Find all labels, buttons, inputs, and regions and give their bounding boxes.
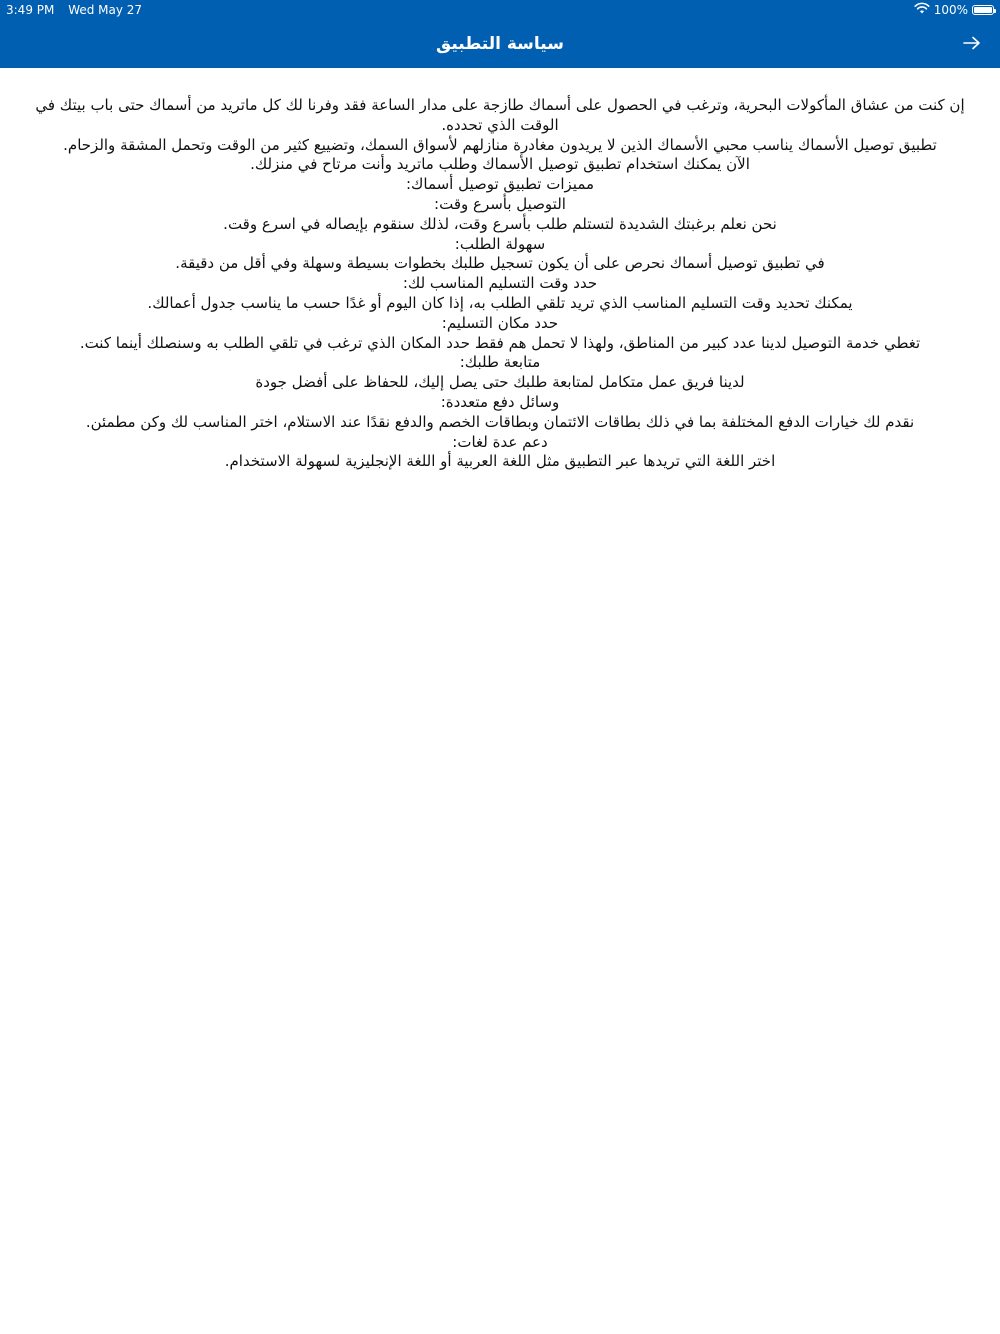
status-right bbox=[914, 0, 994, 20]
status-left bbox=[6, 0, 142, 20]
policy-line: يمكنك تحديد وقت التسليم المناسب الذي تريد تلقي الطلب به، إذا كان اليوم أو غدًا حسب ما يناسب جدول أعمالك. bbox=[147, 293, 853, 312]
policy-line: في تطبيق توصيل أسماك نحرص على أن يكون تسجيل طلبك بخطوات بسيطة وسهلة وفي أقل من دقيقة. bbox=[175, 254, 825, 273]
battery-icon bbox=[972, 5, 994, 15]
policy-heading: حدد وقت التسليم المناسب لك: bbox=[402, 274, 598, 293]
policy-line: تغطي خدمة التوصيل لدينا عدد كبير من المناطق، ولهذا لا تحمل هم فقط حدد المكان الذي ترغب في تلقي الطلب به وسنصلك أينما كنت. bbox=[79, 333, 921, 352]
policy-heading: دعم عدة لغات: bbox=[452, 432, 548, 451]
page-title: سياسة التطبيق bbox=[436, 34, 564, 54]
arrow-right-icon bbox=[962, 35, 982, 54]
policy-line: نقدم لك خيارات الدفع المختلفة بما في ذلك بطاقات الائتمان وبطاقات الخصم والدفع نقدًا عند الاستلام، اختر المناسب لك وكن مطمئن. bbox=[85, 412, 915, 431]
policy-line: نحن نعلم برغبتك الشديدة لتستلم طلب بأسرع وقت، لذلك سنقوم بإيصاله في اسرع وقت. bbox=[223, 214, 777, 233]
policy-heading: التوصيل بأسرع وقت: bbox=[434, 194, 566, 213]
wifi-icon bbox=[914, 0, 930, 20]
policy-heading: متابعة طلبك: bbox=[459, 353, 541, 372]
app-header bbox=[0, 0, 1000, 68]
battery-level bbox=[974, 7, 992, 13]
policy-heading: سهولة الطلب: bbox=[454, 234, 546, 253]
policy-heading: مميزات تطبيق توصيل أسماك: bbox=[405, 175, 595, 194]
policy-heading: حدد مكان التسليم: bbox=[441, 313, 559, 332]
policy-content bbox=[20, 96, 980, 472]
policy-line: إن كنت من عشاق المأكولات البحرية، وترغب في الحصول على أسماك طازجة على مدار الساعة فقد وفرنا لك كل ماتريد من أسماك حتى باب بيتك في الوقت الذي تحدده. bbox=[35, 96, 965, 134]
status-time: 3:49 PM bbox=[6, 3, 55, 17]
policy-heading: وسائل دفع متعددة: bbox=[440, 392, 560, 411]
policy-line: الآن يمكنك استخدام تطبيق توصيل الأسماك وطلب ماتريد وأنت مرتاح في منزلك. bbox=[250, 155, 750, 174]
nav-bar bbox=[0, 20, 1000, 68]
status-bar bbox=[0, 0, 1000, 20]
policy-line: لدينا فريق عمل متكامل لمتابعة طلبك حتى يصل إليك، للحفاظ على أفضل جودة bbox=[255, 373, 745, 392]
status-date: Wed May 27 bbox=[68, 3, 143, 17]
back-button[interactable] bbox=[958, 32, 986, 56]
battery-percent: 100% bbox=[933, 3, 968, 17]
policy-line: اختر اللغة التي تريدها عبر التطبيق مثل اللغة العربية أو اللغة الإنجليزية لسهولة الاستخدام. bbox=[224, 452, 776, 471]
policy-line: تطبيق توصيل الأسماك يناسب محبي الأسماك الذين لا يريدون مغادرة منازلهم لأسواق السمك، وتضييع كثير من الوقت وتحمل المشقة والزحام. bbox=[63, 135, 937, 154]
